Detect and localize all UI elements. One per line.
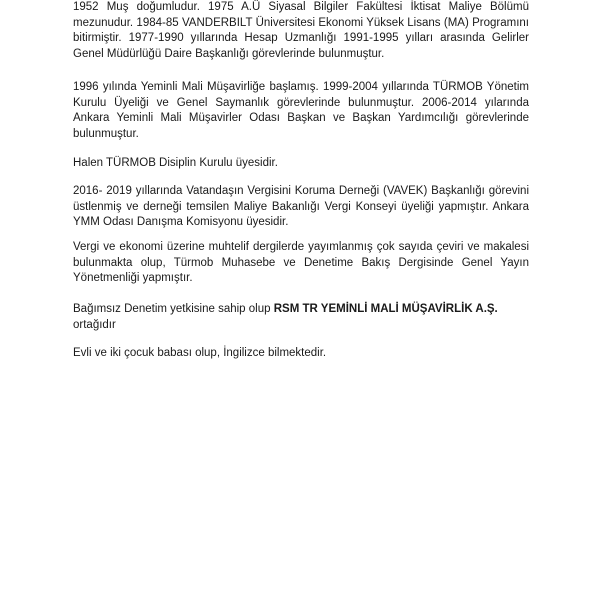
paragraph-current-role: Halen TÜRMOB Disiplin Kurulu üyesidir.	[73, 157, 278, 169]
partner-suffix: ortağıdır	[73, 318, 116, 331]
paragraph-partner	[73, 302, 529, 333]
paragraph-personal: Evli ve iki çocuk babası olup, İngilizce bilmektedir.	[73, 347, 327, 359]
partner-company: RSM TR YEMİNLİ MALİ MÜŞAVİRLİK A.Ş.	[273, 303, 498, 315]
paragraph-publications: Vergi ve ekonomi üzerine muhtelif dergilerde yayımlanmış çok sayıda çeviri ve makalesi bulunmakta olup, Türmob Muhasebe ve Denetime Bakış Dergisinde Genel Yayın Yönetmenliği yapmıştır.	[73, 241, 529, 284]
paragraph-career: 1996 yılında Yeminli Mali Müşavirliğe başlamış. 1999-2004 yıllarında TÜRMOB Yönetim Kurulu Üyeliği ve Genel Saymanlık görevlerinde bulunmuştur. 2006-2014 yılarında Ankara Yeminli Mali Müşavirler Odası Başkan ve Başkan Yardımcılığı görevlerinde bulunmuştur.	[73, 81, 529, 140]
paragraph-vavek: 2016- 2019 yıllarında Vatandaşın Vergisini Koruma Derneği (VAVEK) Başkanlığı görevini üstlenmiş ve derneği temsilen Maliye Bakanlığı Vergi Konseyi üyeliği yapmıştır. Ankara YMM Odası Danışma Komisyonu üyesidir.	[73, 185, 529, 228]
partner-prefix: Bağımsız Denetim yetkisine sahip olup	[73, 303, 271, 315]
paragraph-education: 1952 Muş doğumludur. 1975 A.Ü Siyasal Bilgiler Fakültesi İktisat Maliye Bölümü mezunudur. 1984-85 VANDERBILT Üniversitesi Ekonomi Yüksek Lisans (MA) Programını bitirmiştir. 1977-1990 yıllarında Hesap Uzmanlığı 1991-1995 yılları arasında Gelirler Genel Müdürlüğü Daire Başkanlığı görevlerinde bulunmuştur.	[73, 1, 529, 60]
